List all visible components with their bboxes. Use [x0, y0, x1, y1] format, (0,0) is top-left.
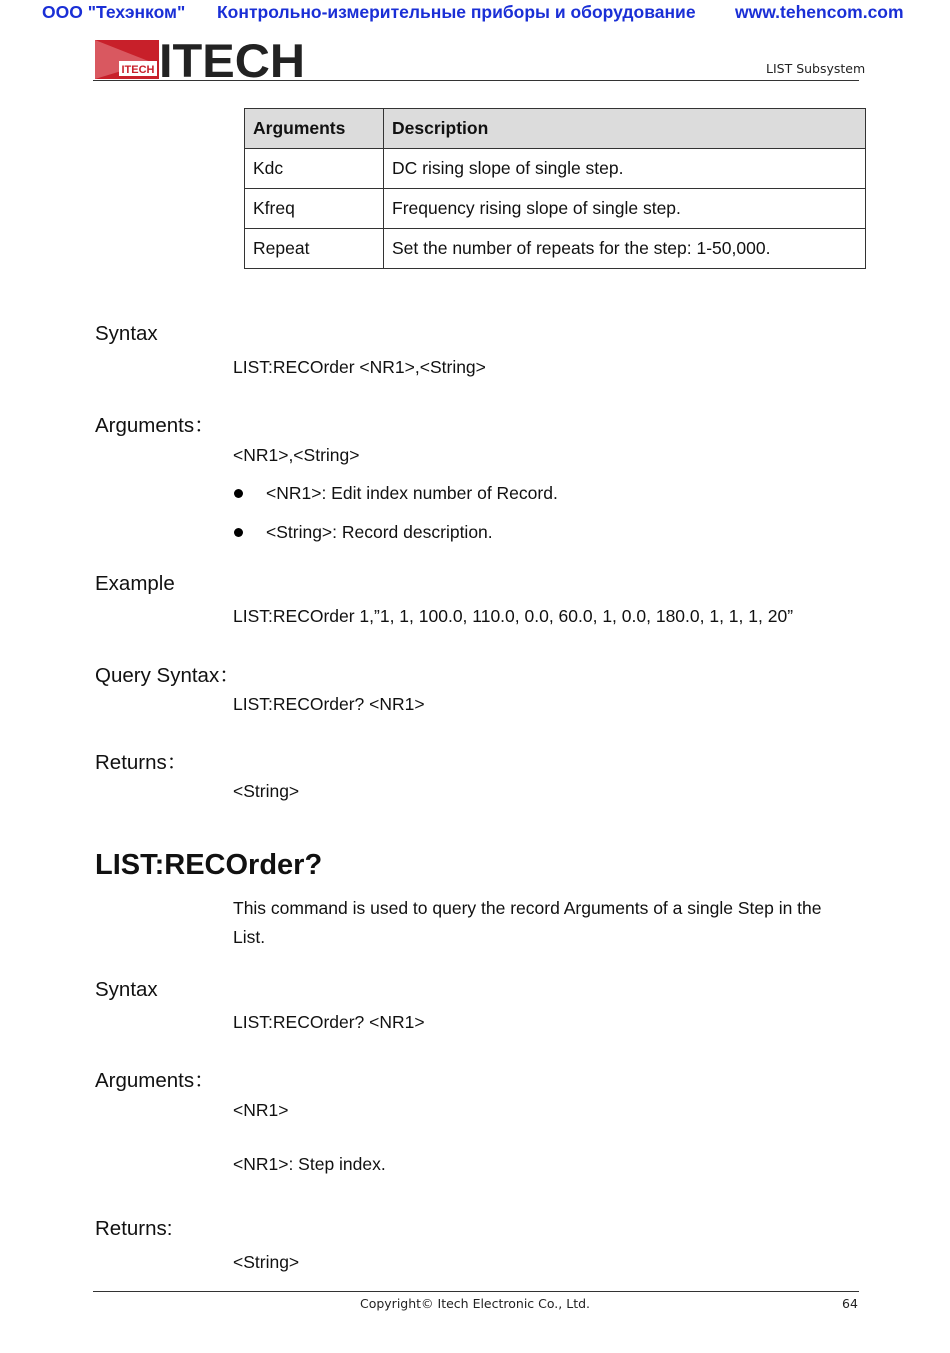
returns-text: <String> [233, 1252, 300, 1272]
table-cell-description: Frequency rising slope of single step. [384, 189, 866, 229]
table-header-row [245, 109, 866, 149]
copyright: Copyright© Itech Electronic Co., Ltd. [359, 1296, 591, 1311]
table-row [245, 189, 866, 229]
returns-heading: Returns： [95, 751, 188, 774]
query-syntax-text: LIST:RECOrder? <NR1> [233, 694, 425, 714]
table-header-arguments: Arguments [245, 109, 384, 149]
bullet-dot [234, 489, 243, 498]
table-header-description: Description [384, 109, 866, 149]
logo-text: ITECH [159, 40, 305, 79]
section-title: LIST Subsystem [766, 61, 866, 76]
table-row [245, 149, 866, 189]
syntax-heading: Syntax [95, 322, 158, 345]
query-syntax-heading: Query Syntax： [95, 664, 240, 687]
example-text: LIST:RECOrder 1,”1, 1, 100.0, 110.0, 0.0, 60.0, 1, 0.0, 180.0, 1, 1, 1, 20” [233, 606, 794, 626]
argument-detail: <NR1>: Step index. [233, 1154, 386, 1174]
command-description: This command is used to query the record Arguments of a single Step in the List. [233, 898, 822, 947]
website-link[interactable]: www.tehencom.com [735, 2, 904, 22]
command-title: LIST:RECOrder? [95, 849, 323, 881]
header-rule [93, 80, 859, 81]
arguments-text: <NR1>,<String> [233, 445, 360, 465]
table-cell-argument: Kdc [245, 149, 384, 189]
page-number: 64 [842, 1296, 858, 1311]
arguments-table [244, 108, 866, 269]
returns-text: <String> [233, 781, 300, 801]
arguments-heading: Arguments： [95, 414, 215, 437]
table-cell-argument: Repeat [245, 229, 384, 269]
footer-rule [93, 1291, 859, 1292]
table-cell-description: DC rising slope of single step. [384, 149, 866, 189]
example-heading: Example [95, 572, 175, 595]
bullet-dot [234, 528, 243, 537]
returns-heading: Returns: [95, 1217, 173, 1240]
syntax-text: LIST:RECOrder? <NR1> [233, 1012, 425, 1032]
arguments-text: <NR1> [233, 1100, 289, 1120]
table-cell-argument: Kfreq [245, 189, 384, 229]
tagline: Контрольно-измерительные приборы и оборудование [217, 2, 696, 22]
syntax-text: LIST:RECOrder <NR1>,<String> [233, 357, 486, 377]
arguments-heading: Arguments： [95, 1069, 215, 1092]
logo-small-text: ITECH [121, 64, 155, 76]
company-name: ООО "Техэнком" [42, 2, 186, 22]
bullet-item: <String>: Record description. [266, 522, 493, 542]
bullet-item: <NR1>: Edit index number of Record. [266, 483, 558, 503]
syntax-heading: Syntax [95, 978, 158, 1001]
table-row [245, 229, 866, 269]
table-cell-description: Set the number of repeats for the step: 1-50,000. [384, 229, 866, 269]
itech-logo [95, 40, 307, 79]
